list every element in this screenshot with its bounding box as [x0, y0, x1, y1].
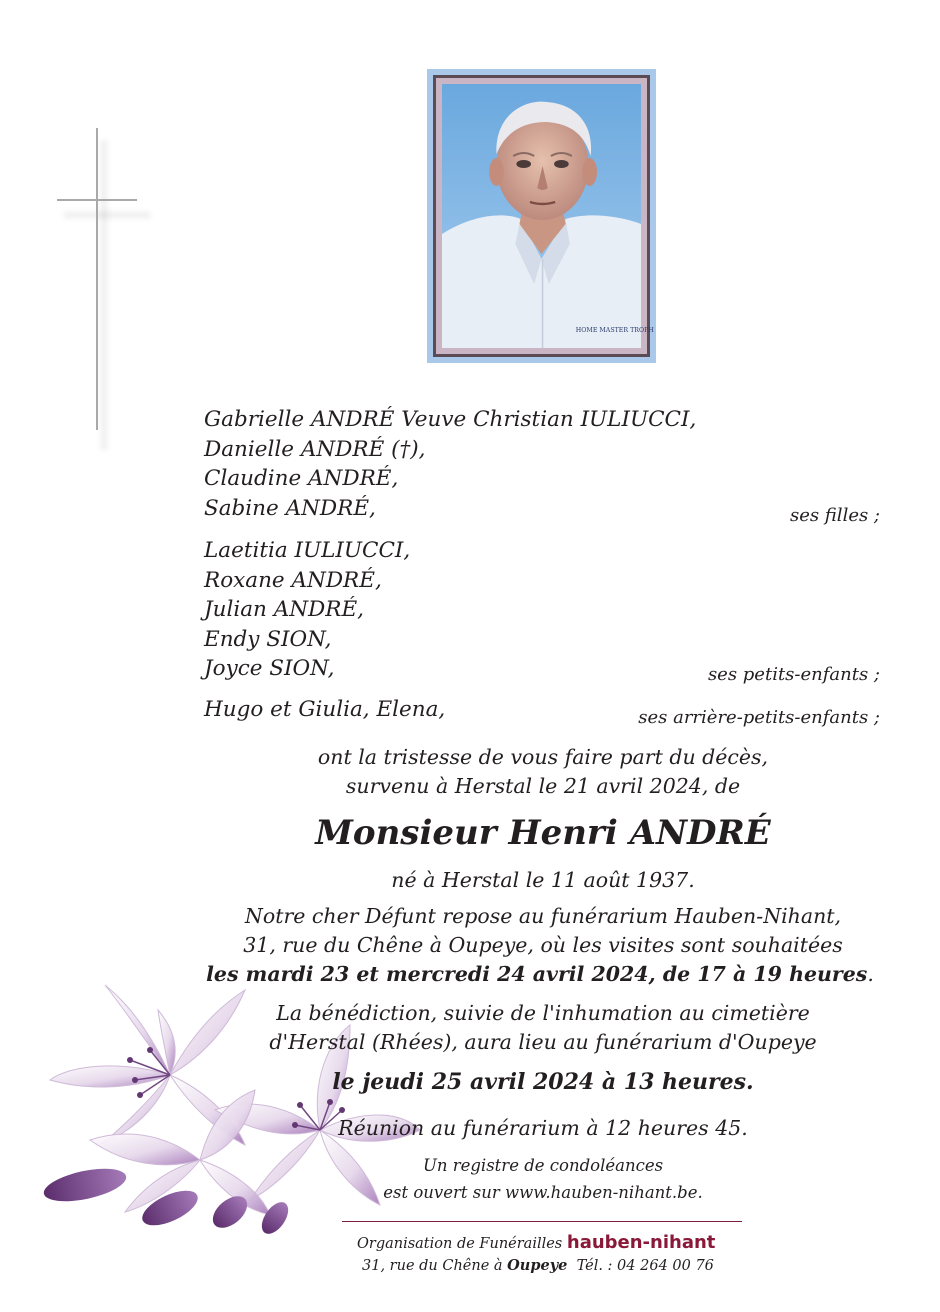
- condolences-line: est ouvert sur www.hauben-nihant.be.: [383, 1183, 703, 1202]
- reunion-info: Réunion au funérarium à 12 heures 45.: [338, 1116, 748, 1140]
- footer-address-street: 31, rue du Chêne à: [362, 1258, 503, 1274]
- footer-org: [357, 1232, 715, 1253]
- birth-info: né à Herstal le 11 août 1937.: [391, 868, 695, 892]
- family-member: Roxane ANDRÉ,: [204, 567, 382, 593]
- announcement-line: ont la tristesse de vous faire part du décès,: [317, 745, 769, 769]
- condolences-line: Un registre de condoléances: [422, 1156, 664, 1175]
- ceremony-line: d'Herstal (Rhées), aura lieu au funérarium d'Oupeye: [269, 1030, 817, 1054]
- family-member: Danielle ANDRÉ (†),: [204, 436, 426, 462]
- portrait-photo-frame: [427, 69, 656, 363]
- family-member: Laetitia IULIUCCI,: [204, 538, 411, 563]
- footer-address: [362, 1257, 714, 1274]
- family-member: Joyce SION,: [204, 656, 335, 681]
- ceremony-line: La bénédiction, suivie de l'inhumation au cimetière: [276, 1001, 810, 1025]
- family-member: Endy SION,: [204, 626, 332, 652]
- family-member: Julian ANDRÉ,: [204, 597, 365, 622]
- visits-dates-text: les mardi 23 et mercredi 24 avril 2024, de 17 à 19 heures: [206, 962, 868, 986]
- visits-line: Notre cher Défunt repose au funérarium Hauben-Nihant,: [244, 904, 842, 928]
- brand-logo: hauben-nihant: [566, 1232, 716, 1253]
- portrait-photo: [442, 84, 654, 348]
- visits-dates-end: .: [867, 962, 874, 986]
- grandchildren-label: ses petits-enfants ;: [707, 664, 880, 685]
- cross-shadow-horizontal: [64, 212, 150, 218]
- family-member: Sabine ANDRÉ,: [204, 495, 376, 521]
- announcement-line: survenu à Herstal le 21 avril 2024, de: [345, 774, 741, 798]
- footer-org-label: Organisation de Funérailles: [357, 1236, 563, 1252]
- cross-shadow: [101, 140, 107, 450]
- visits-line: 31, rue du Chêne à Oupeye, où les visites sont souhaitées: [243, 933, 843, 957]
- visits-dates: [140, 962, 940, 986]
- ceremony-date: le jeudi 25 avril 2024 à 13 heures.: [332, 1069, 754, 1095]
- photo-caption: HOME MASTER TROPH: [575, 327, 654, 334]
- cross-icon: [96, 128, 98, 430]
- great-grandchildren-list: Hugo et Giulia, Elena,: [204, 697, 446, 722]
- footer-phone: Tél. : 04 264 00 76: [576, 1258, 714, 1274]
- daughters-list: [204, 405, 696, 523]
- cross-icon-bar: [57, 199, 137, 201]
- daughters-label: ses filles ;: [789, 505, 880, 526]
- family-member: Claudine ANDRÉ,: [204, 466, 399, 491]
- great-grandchildren-label: ses arrière-petits-enfants ;: [638, 707, 880, 728]
- family-member: Gabrielle ANDRÉ Veuve Christian IULIUCCI,: [204, 407, 697, 432]
- footer-divider: [342, 1221, 742, 1222]
- footer-address-city: Oupeye: [507, 1257, 568, 1274]
- deceased-name: Monsieur Henri ANDRÉ: [315, 813, 771, 853]
- grandchildren-list: [204, 536, 410, 684]
